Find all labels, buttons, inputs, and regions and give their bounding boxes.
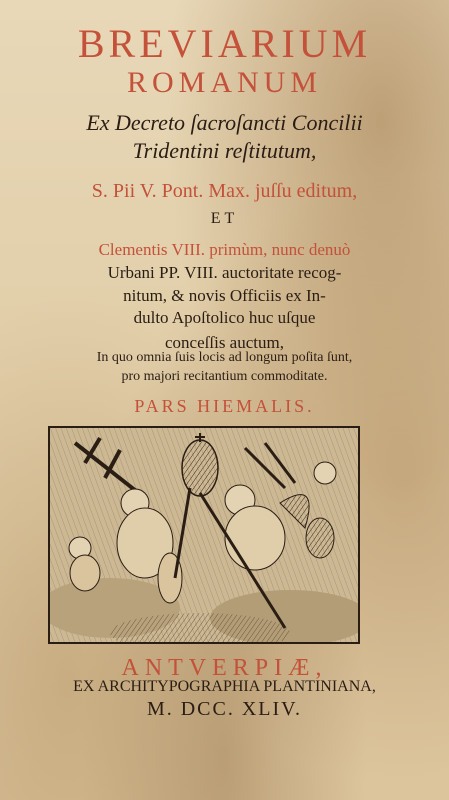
dulto-line: dulto Apoſtolico huc uſque xyxy=(133,308,316,327)
et-line: ET xyxy=(210,210,239,227)
subtitle-line-1: Ex Decreto ſacroſancti Concilii xyxy=(86,110,363,135)
imprint-press: EX ARCHITYPOGRAPHIA PLANTINIANA, xyxy=(73,678,376,695)
concessis-line: conceſſis auctum, xyxy=(165,333,284,352)
pius-v-line: S. Pii V. Pont. Max. juſſu editum, xyxy=(91,180,358,202)
in-quo-line: In quo omnia ſuis locis ad longum poſita ſunt, xyxy=(96,350,353,365)
title-breviarium: BREVIARIUM xyxy=(77,21,372,66)
subtitle-line-2: Tridentini reſtitutum, xyxy=(132,138,317,163)
pro-majori-line: pro majori recitantium commoditate. xyxy=(121,369,328,384)
nitum-line: nitum, & novis Officiis ex In- xyxy=(123,286,326,305)
title-romanum: ROMANUM xyxy=(126,66,323,99)
pars-hiemalis: PARS HIEMALIS. xyxy=(134,396,315,416)
clementis-line: Clementis VIII. primùm, nunc denuò xyxy=(98,240,351,259)
imprint-city: ANTVERPIÆ, xyxy=(121,655,328,681)
engraving-putti-papal-insignia xyxy=(48,426,360,644)
imprint-year: M. DCC. XLIV. xyxy=(146,698,303,720)
urbani-line: Urbani PP. VIII. auctoritate recog- xyxy=(107,263,342,282)
